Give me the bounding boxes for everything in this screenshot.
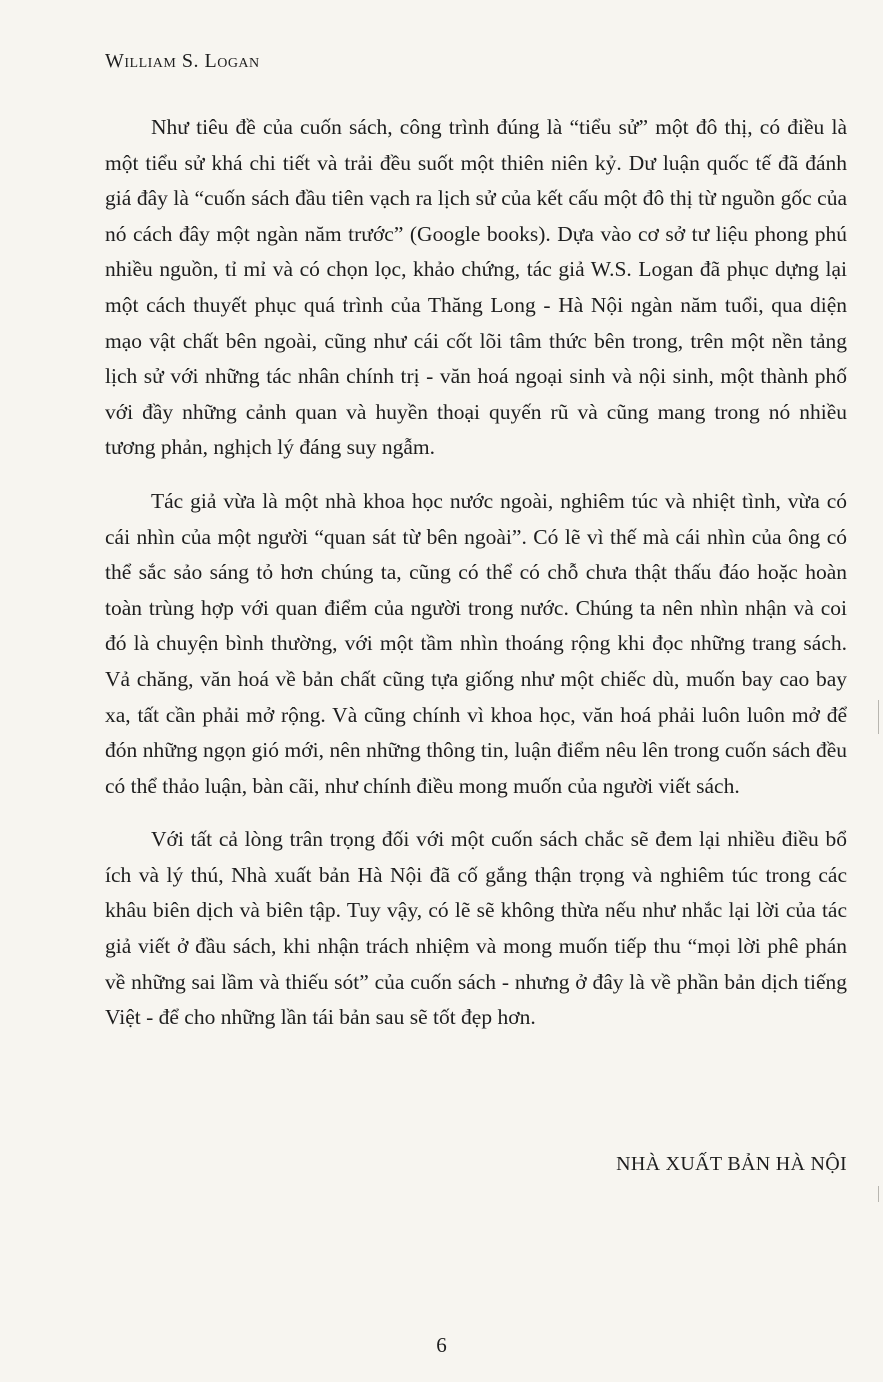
paragraph-1: Như tiêu đề của cuốn sách, công trình đúng là “tiểu sử” một đô thị, có điều là một tiểu sử khá chi tiết và trải đều suốt một thiên niên kỷ. Dư luận quốc tế đã đánh giá đây là “cuốn sách đầu tiên vạch ra lịch sử của kết cấu một đô thị từ nguồn gốc của nó cách đây một ngàn năm trước” (Google books). Dựa vào cơ sở tư liệu phong phú nhiều nguồn, tỉ mỉ và có chọn lọc, khảo chứng, tác giả W.S. Logan đã phục dựng lại một cách thuyết phục quá trình của Thăng Long - Hà Nội ngàn năm tuổi, qua diện mạo vật chất bên ngoài, cũng như cái cốt lõi tâm thức bên trong, trên một nền tảng lịch sử với những tác nhân chính trị - văn hoá ngoại sinh và nội sinh, một thành phố với đầy những cảnh quan và huyền thoại quyến rũ và cũng mang trong nó nhiều tương phản, nghịch lý đáng suy ngẫm. <box>105 115 847 460</box>
page-edge-mark <box>878 1186 879 1202</box>
paragraph-3: Với tất cả lòng trân trọng đối với một cuốn sách chắc sẽ đem lại nhiều điều bổ ích và lý thú, Nhà xuất bản Hà Nội đã cố gắng thận trọng và nghiêm túc trong các khâu biên dịch và biên tập. Tuy vậy, có lẽ sẽ không thừa nếu như nhắc lại lời của tác giả viết ở đầu sách, khi nhận trách nhiệm và mong muốn tiếp thu “mọi lời phê phán về những sai lầm và thiếu sót” của cuốn sách - nhưng ở đây là về phần bản dịch tiếng Việt - để cho những lần tái bản sau sẽ tốt đẹp hơn. <box>105 827 847 1030</box>
running-head: William S. Logan <box>105 50 260 72</box>
body-text <box>105 110 847 1054</box>
page-edge-mark <box>878 700 879 734</box>
paragraph-2: Tác giả vừa là một nhà khoa học nước ngoài, nghiêm túc và nhiệt tình, vừa có cái nhìn của một người “quan sát từ bên ngoài”. Có lẽ vì thế mà cái nhìn của ông có thể sắc sảo sáng tỏ hơn chúng ta, cũng có thể có chỗ chưa thật thấu đáo hoặc hoàn toàn trùng hợp với quan điểm của người trong nước. Chúng ta nên nhìn nhận và coi đó là chuyện bình thường, với một tầm nhìn thoáng rộng khi đọc những trang sách. Vả chăng, văn hoá về bản chất cũng tựa giống như một chiếc dù, muốn bay cao bay xa, tất cần phải mở rộng. Và cũng chính vì khoa học, văn hoá phải luôn luôn mở để đón những ngọn gió mới, nên những thông tin, luận điểm nêu lên trong cuốn sách đều có thể thảo luận, bàn cãi, như chính điều mong muốn của người viết sách. <box>105 488 847 798</box>
page-number: 6 <box>436 1333 447 1357</box>
publisher-signature: NHÀ XUẤT BẢN HÀ NỘI <box>616 1153 847 1175</box>
